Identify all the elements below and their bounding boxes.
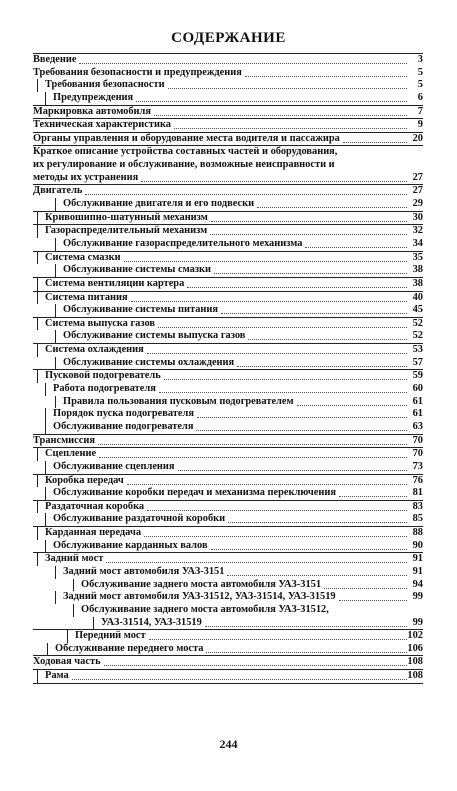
indent-rule bbox=[47, 643, 48, 656]
toc-entry bbox=[33, 513, 423, 526]
toc-entry bbox=[33, 224, 423, 238]
dot-leader bbox=[154, 106, 407, 116]
toc-entry bbox=[33, 540, 423, 553]
toc-entry bbox=[33, 434, 423, 448]
toc-entry bbox=[33, 461, 423, 474]
toc-entry bbox=[33, 67, 423, 80]
toc-entry bbox=[33, 383, 423, 396]
toc-entry-title: Обслуживание системы охлаждения bbox=[63, 356, 235, 368]
toc-entry bbox=[33, 579, 423, 592]
toc-entry-page: 27 bbox=[412, 185, 423, 197]
toc-entry bbox=[33, 264, 423, 277]
dot-leader bbox=[339, 487, 407, 497]
dot-leader bbox=[79, 54, 407, 64]
dot-leader bbox=[339, 591, 407, 601]
indent-rule bbox=[45, 421, 46, 434]
dot-leader bbox=[147, 344, 407, 354]
toc-entry bbox=[33, 343, 423, 357]
toc-entry-page: 45 bbox=[412, 304, 423, 316]
toc-entry-page: 60 bbox=[412, 383, 423, 395]
indent-rule bbox=[55, 566, 56, 579]
toc-entry bbox=[33, 669, 423, 684]
toc-entry bbox=[33, 487, 423, 500]
toc-entry-page: 81 bbox=[412, 487, 423, 499]
toc-entry bbox=[33, 655, 423, 669]
indent-rule bbox=[37, 344, 38, 357]
toc-entry-title: Раздаточная коробка bbox=[45, 500, 145, 512]
toc-entry-title: Сцепление bbox=[45, 448, 97, 460]
toc-entry-title: Обслуживание карданных валов bbox=[53, 539, 208, 551]
indent-rule bbox=[45, 540, 46, 553]
toc-entry-page: 91 bbox=[412, 553, 423, 565]
toc-entry bbox=[33, 500, 423, 514]
dot-leader bbox=[99, 448, 407, 458]
toc-entry-page: 63 bbox=[412, 420, 423, 432]
dot-leader bbox=[210, 225, 407, 235]
toc-entry bbox=[33, 330, 423, 343]
toc-entry-title: Пусковой подогреватель bbox=[45, 370, 161, 382]
toc-entry-page: 53 bbox=[412, 344, 423, 356]
toc-entry bbox=[33, 238, 423, 251]
toc-entry-title: Передний мост bbox=[75, 630, 146, 642]
indent-rule bbox=[37, 553, 38, 566]
dot-leader bbox=[98, 435, 407, 445]
dot-leader bbox=[104, 656, 407, 666]
dot-leader bbox=[248, 330, 407, 340]
page-title: СОДЕРЖАНИЕ bbox=[171, 30, 286, 46]
indent-rule bbox=[37, 292, 38, 305]
dot-leader bbox=[245, 67, 407, 77]
indent-rule bbox=[37, 670, 38, 683]
toc-entry-title: Обслуживание заднего моста автомобиля УАЗ-3151 bbox=[81, 578, 322, 590]
toc-entry bbox=[33, 184, 423, 198]
toc-entry-page: 52 bbox=[412, 317, 423, 329]
toc-entry bbox=[33, 198, 423, 211]
dot-leader bbox=[324, 579, 407, 589]
toc-entry-page: 108 bbox=[407, 656, 423, 668]
toc-entry-title: Система охлаждения bbox=[45, 344, 144, 356]
dot-leader bbox=[211, 212, 407, 222]
toc-entry-title: Обслуживание переднего моста bbox=[55, 642, 204, 654]
toc-entry-page: 34 bbox=[412, 237, 423, 249]
toc-entry bbox=[33, 132, 423, 146]
toc-entry bbox=[33, 526, 423, 540]
toc-entry-title: Система выпуска газов bbox=[45, 317, 156, 329]
indent-rule bbox=[37, 501, 38, 514]
toc-entry-title: Система питания bbox=[45, 291, 128, 303]
indent-rule bbox=[73, 604, 74, 617]
indent-rule bbox=[45, 461, 46, 474]
toc-entry-page: 85 bbox=[412, 513, 423, 525]
toc-entry-page: 29 bbox=[412, 198, 423, 210]
dot-leader bbox=[127, 475, 407, 485]
toc-entry bbox=[33, 304, 423, 317]
dot-leader bbox=[297, 396, 407, 406]
toc-entry-title: Обслуживание двигателя и его подвески bbox=[63, 198, 255, 210]
toc-entry-title: Работа подогревателя bbox=[53, 383, 156, 395]
toc-entry-page: 73 bbox=[412, 460, 423, 472]
indent-rule bbox=[37, 370, 38, 383]
indent-rule bbox=[67, 630, 68, 643]
dot-leader bbox=[174, 119, 407, 129]
toc-entry-page: 102 bbox=[407, 630, 423, 642]
indent-rule bbox=[55, 396, 56, 409]
toc-entry-title: УАЗ-31514, УАЗ-31519 bbox=[101, 616, 202, 628]
toc-entry bbox=[33, 447, 423, 461]
toc-entry bbox=[33, 421, 423, 434]
indent-rule bbox=[37, 475, 38, 488]
dot-leader bbox=[197, 408, 407, 418]
dot-leader bbox=[343, 133, 407, 143]
toc-entry-title: Карданная передача bbox=[45, 527, 142, 539]
toc-entry-title: Система смазки bbox=[45, 251, 121, 263]
dot-leader bbox=[158, 318, 407, 328]
toc-entry-title: Ходовая часть bbox=[33, 656, 101, 668]
toc-entry bbox=[33, 408, 423, 421]
dot-leader bbox=[227, 566, 407, 576]
dot-leader bbox=[159, 383, 407, 393]
indent-rule bbox=[45, 408, 46, 421]
dot-leader bbox=[106, 553, 407, 563]
indent-rule bbox=[55, 330, 56, 343]
toc-entry-page: 38 bbox=[412, 277, 423, 289]
toc-entry bbox=[33, 251, 423, 265]
dot-leader bbox=[85, 185, 407, 195]
toc-entry-page: 61 bbox=[412, 408, 423, 420]
dot-leader bbox=[228, 513, 407, 523]
indent-rule bbox=[45, 92, 46, 105]
toc-entry-title: Обслуживание системы смазки bbox=[63, 264, 211, 276]
toc-entry-page: 5 bbox=[417, 66, 423, 78]
toc-entry bbox=[33, 617, 423, 630]
dot-leader bbox=[221, 304, 407, 314]
toc-entry bbox=[33, 369, 423, 383]
indent-rule bbox=[37, 318, 38, 331]
dot-leader bbox=[257, 198, 407, 208]
indent-rule bbox=[37, 448, 38, 461]
toc-entry-page: 20 bbox=[412, 132, 423, 144]
toc-entry-title: Газораспределительный механизм bbox=[45, 225, 208, 237]
dot-leader bbox=[305, 238, 407, 248]
dot-leader bbox=[178, 461, 407, 471]
indent-rule bbox=[73, 579, 74, 592]
dot-leader bbox=[168, 79, 407, 89]
toc-entry bbox=[33, 629, 423, 643]
toc-entry-page: 38 bbox=[412, 264, 423, 276]
toc-entry bbox=[33, 79, 423, 92]
toc-entry bbox=[33, 566, 423, 579]
toc-entry-title: Органы управления и оборудование места водителя и пассажира bbox=[33, 132, 340, 144]
toc-entry bbox=[33, 53, 423, 67]
toc-entry bbox=[33, 291, 423, 305]
toc-entry-title: Коробка передач bbox=[45, 474, 124, 486]
dot-leader bbox=[147, 501, 407, 511]
toc-entry bbox=[33, 643, 423, 656]
indent-rule bbox=[45, 383, 46, 396]
toc-entry-page: 94 bbox=[412, 578, 423, 590]
toc-entry-title: Обслуживание газораспределительного механизма bbox=[63, 237, 303, 249]
toc-entry bbox=[33, 118, 423, 132]
dot-leader bbox=[141, 172, 407, 182]
dot-leader bbox=[149, 630, 407, 640]
indent-rule bbox=[55, 238, 56, 251]
dot-leader bbox=[164, 370, 407, 380]
indent-rule bbox=[55, 264, 56, 277]
toc-entry-title: Введение bbox=[33, 54, 77, 65]
toc-entry bbox=[33, 552, 423, 566]
dot-leader bbox=[187, 278, 407, 288]
toc-entry-page: 9 bbox=[417, 119, 423, 131]
dot-leader bbox=[214, 264, 407, 274]
dot-leader bbox=[136, 92, 407, 102]
indent-rule bbox=[37, 79, 38, 92]
toc-entry-page: 108 bbox=[407, 670, 423, 682]
toc-entry-page: 35 bbox=[412, 251, 423, 263]
dot-leader bbox=[206, 643, 407, 653]
indent-rule bbox=[55, 591, 56, 604]
toc-entry-title: Задний мост автомобиля УАЗ-3151 bbox=[63, 565, 225, 577]
toc-entry-title: методы их устранения bbox=[33, 171, 139, 183]
toc-entry-page: 106 bbox=[407, 642, 423, 654]
table-of-contents bbox=[33, 53, 423, 684]
indent-rule bbox=[55, 304, 56, 317]
toc-entry-title: Кривошипно-шатунный механизм bbox=[45, 211, 208, 223]
toc-entry bbox=[33, 159, 423, 172]
toc-entry-title: Предупреждения bbox=[53, 91, 134, 103]
toc-entry-page: 40 bbox=[412, 291, 423, 303]
indent-rule bbox=[37, 278, 38, 291]
indent-rule bbox=[55, 357, 56, 370]
toc-entry-title: Обслуживание сцепления bbox=[53, 460, 175, 472]
page-number: 244 bbox=[219, 737, 238, 751]
toc-entry-title: Обслуживание системы питания bbox=[63, 304, 218, 316]
toc-entry-page: 27 bbox=[412, 171, 423, 183]
toc-entry-title: Обслуживание системы выпуска газов bbox=[63, 330, 246, 342]
toc-entry-title: Рама bbox=[45, 670, 69, 682]
toc-entry-title: Обслуживание раздаточной коробки bbox=[53, 513, 226, 525]
toc-entry-title: Обслуживание коробки передач и механизма переключения bbox=[53, 487, 336, 499]
toc-entry-title: Система вентиляции картера bbox=[45, 277, 185, 289]
toc-entry-title: их регулирование и обслуживание, возможные неисправности и bbox=[33, 159, 335, 171]
toc-entry-page: 99 bbox=[412, 591, 423, 603]
toc-entry-page: 7 bbox=[417, 105, 423, 117]
toc-entry-title: Обслуживание заднего моста автомобиля УАЗ-31512, bbox=[81, 603, 329, 615]
toc-entry-title: Порядок пуска подогревателя bbox=[53, 408, 194, 420]
indent-rule bbox=[45, 513, 46, 526]
toc-entry-page: 88 bbox=[412, 527, 423, 539]
indent-rule bbox=[55, 198, 56, 211]
dot-leader bbox=[211, 540, 407, 550]
dot-leader bbox=[131, 292, 407, 302]
toc-entry-page: 83 bbox=[412, 500, 423, 512]
toc-entry-title: Маркировка автомобиля bbox=[33, 105, 151, 117]
toc-entry-page: 57 bbox=[412, 356, 423, 368]
toc-entry-title: Требования безопасности bbox=[45, 79, 165, 91]
dot-leader bbox=[72, 670, 407, 680]
toc-entry bbox=[33, 92, 423, 105]
toc-entry-page: 30 bbox=[412, 211, 423, 223]
toc-entry-page: 5 bbox=[417, 79, 423, 91]
toc-entry-page: 32 bbox=[412, 225, 423, 237]
toc-entry-page: 76 bbox=[412, 474, 423, 486]
toc-entry-page: 59 bbox=[412, 370, 423, 382]
toc-entry-page: 90 bbox=[412, 539, 423, 551]
indent-rule bbox=[37, 212, 38, 225]
toc-entry-title: Требования безопасности и предупреждения bbox=[33, 66, 242, 78]
toc-entry-page: 70 bbox=[412, 434, 423, 446]
toc-entry-title: Двигатель bbox=[33, 185, 83, 197]
toc-entry-page: 52 bbox=[412, 330, 423, 342]
toc-entry bbox=[33, 105, 423, 119]
indent-rule bbox=[37, 225, 38, 238]
toc-entry-page: 61 bbox=[412, 395, 423, 407]
dot-leader bbox=[196, 421, 407, 431]
toc-entry bbox=[33, 211, 423, 225]
toc-entry bbox=[33, 277, 423, 291]
toc-entry bbox=[33, 604, 423, 617]
toc-entry-title: Краткое описание устройства составных частей и оборудования, bbox=[33, 146, 338, 158]
indent-rule bbox=[37, 252, 38, 265]
toc-entry-title: Правила пользования пусковым подогревателем bbox=[63, 395, 294, 407]
toc-entry bbox=[33, 357, 423, 370]
dot-leader bbox=[144, 527, 407, 537]
toc-entry bbox=[33, 145, 423, 159]
indent-rule bbox=[45, 487, 46, 500]
toc-entry-page: 99 bbox=[412, 616, 423, 628]
toc-entry-title: Обслуживание подогревателя bbox=[53, 420, 194, 432]
indent-rule bbox=[93, 617, 94, 630]
toc-entry-page: 3 bbox=[417, 54, 423, 65]
toc-entry bbox=[33, 172, 423, 185]
toc-entry-title: Техническая характеристика bbox=[33, 119, 171, 131]
dot-leader bbox=[124, 252, 407, 262]
toc-entry bbox=[33, 474, 423, 488]
toc-entry-title: Трансмиссия bbox=[33, 434, 96, 446]
toc-entry-page: 70 bbox=[412, 448, 423, 460]
toc-entry bbox=[33, 396, 423, 409]
dot-leader bbox=[237, 357, 407, 367]
toc-entry bbox=[33, 591, 423, 604]
toc-entry bbox=[33, 317, 423, 331]
toc-entry-title: Задний мост bbox=[45, 553, 104, 565]
dot-leader bbox=[205, 617, 407, 627]
toc-entry-page: 91 bbox=[412, 565, 423, 577]
indent-rule bbox=[37, 527, 38, 540]
toc-entry-title: Задний мост автомобиля УАЗ-31512, УАЗ-31514, УАЗ-31519 bbox=[63, 591, 336, 603]
toc-entry-page: 6 bbox=[417, 91, 423, 103]
